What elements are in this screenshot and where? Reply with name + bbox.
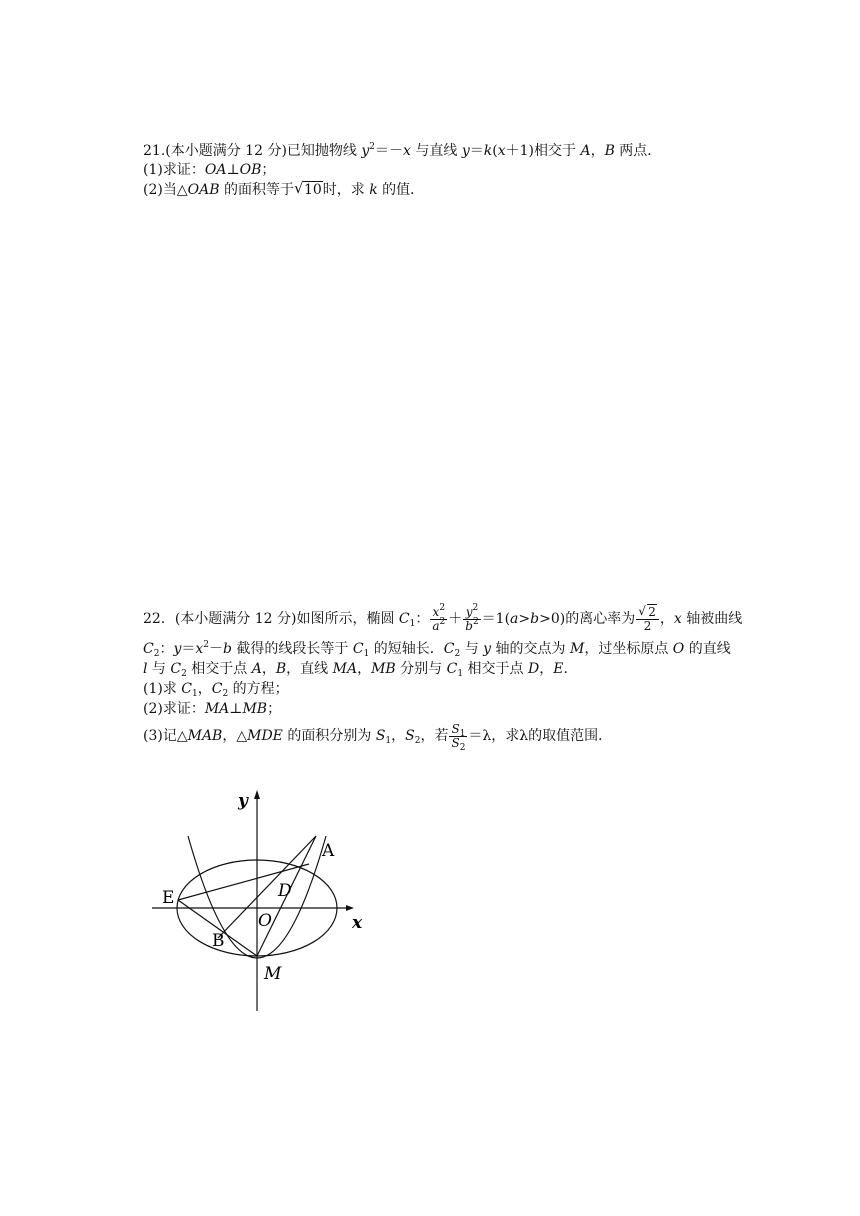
var-x: x <box>403 143 411 159</box>
subscript: 1 <box>385 736 392 746</box>
curve-C: C <box>443 641 455 657</box>
q22-text: . <box>563 661 568 677</box>
exponent: 2 <box>203 640 210 650</box>
q22-line-5 <box>143 700 281 718</box>
q21-line-2 <box>143 161 275 179</box>
label-D: D <box>278 881 292 901</box>
subscript: 1 <box>409 619 416 629</box>
q21-text: ＝－ <box>375 143 404 159</box>
q22-text: ，若 <box>420 728 449 744</box>
ellipse-parabola-figure <box>140 786 380 1016</box>
q21-text: (2)当△ <box>143 182 188 198</box>
var-b: b <box>223 641 232 657</box>
var-a: a <box>432 618 440 633</box>
triangle-MDE: MDE <box>247 728 283 744</box>
curve-C: C <box>211 681 223 697</box>
x-axis-arrow-icon <box>346 905 354 911</box>
var-y: y <box>465 604 473 619</box>
var-y: y <box>461 143 470 159</box>
line-l: l <box>143 661 148 677</box>
subscript: 1 <box>457 669 464 679</box>
q22-text: ＝ <box>181 641 196 657</box>
perp-symbol: ⊥ <box>226 162 240 178</box>
subscript: 2 <box>459 742 466 753</box>
subscript: 1 <box>459 728 466 739</box>
q22-text: ，直线 <box>286 661 333 677</box>
q22-text: ： <box>159 641 174 657</box>
q22-text: － <box>209 641 224 657</box>
q22-text: ， <box>197 681 212 697</box>
curve-C: C <box>170 661 182 677</box>
q22-text: ＋ <box>448 611 463 627</box>
q22-text: 的直线 <box>684 641 731 657</box>
curve-C: C <box>398 611 410 627</box>
q22-text: ， <box>391 728 406 744</box>
var-S: S <box>375 728 386 744</box>
var-x: x <box>497 143 506 159</box>
label-B: B <box>212 931 225 951</box>
subscript: 2 <box>222 689 229 699</box>
var-x: x <box>195 641 204 657</box>
q22-text: ， <box>261 661 276 677</box>
label-E: E <box>162 888 175 908</box>
curve-C: C <box>143 641 154 657</box>
q22-text: 22．(本小题满分 12 分)如图所示，椭圆 <box>143 611 399 627</box>
point-B: B <box>275 661 287 677</box>
fraction-S1-S2 <box>449 721 467 753</box>
var-y: y <box>173 641 182 657</box>
subscript: 2 <box>454 649 461 659</box>
q22-line-6 <box>143 718 612 754</box>
q22-text: 与 <box>460 641 484 657</box>
fraction-x2-a2 <box>430 602 447 633</box>
var-a: a <box>510 611 519 627</box>
q21-text: 的值． <box>377 182 425 198</box>
curve-C: C <box>181 681 192 697</box>
subscript: 2 <box>181 669 187 679</box>
line-MB: MB <box>371 661 396 677</box>
point-O: O <box>672 641 685 657</box>
q22-text: (1)求 <box>143 681 182 697</box>
q21-text: ＋1)相交于 <box>505 143 581 159</box>
point-A: A <box>580 143 591 159</box>
fraction-y2-b2 <box>463 602 480 633</box>
q22-text: ； <box>267 701 282 717</box>
q22-text: ， <box>357 661 372 677</box>
radical-icon: √ <box>293 179 304 197</box>
exponent: 2 <box>472 602 479 613</box>
subscript: 1 <box>363 649 370 659</box>
radical-icon: √ <box>638 603 646 618</box>
q22-text: ＝1( <box>481 611 511 627</box>
q22-text: > <box>518 611 531 627</box>
label-M: M <box>264 964 282 984</box>
sqrt-arg: 10 <box>303 182 322 198</box>
q21-text: (1)求证： <box>143 162 205 178</box>
q22-text: ， <box>539 661 554 677</box>
q21-line-1 <box>143 142 661 160</box>
line-MA: MA <box>332 661 358 677</box>
triangle-OAB: OAB <box>187 182 220 198</box>
fraction-sqrt2-over-2 <box>636 603 659 633</box>
q22-text: 相交于点 <box>186 661 252 677</box>
q22-line-3 <box>143 660 568 678</box>
q22-line-1 <box>143 601 742 637</box>
subscript: 2 <box>153 649 160 659</box>
segment-OB: OB <box>239 162 262 178</box>
q21-text: 时，求 <box>322 182 370 198</box>
q21-text: ＝ <box>469 143 484 159</box>
sqrt-arg: 2 <box>648 604 656 619</box>
q22-text: 分别与 <box>395 661 447 677</box>
q22-text: ＝λ，求λ的取值范围． <box>468 728 613 744</box>
denominator: 2 <box>643 618 652 633</box>
exponent: 2 <box>369 142 376 152</box>
point-M: M <box>569 641 585 657</box>
label-O: O <box>258 911 272 931</box>
exponent: 2 <box>472 616 479 627</box>
q22-line-4 <box>143 680 289 698</box>
sqrt-2 <box>638 603 657 619</box>
q21-text: 的面积等于 <box>219 182 294 198</box>
point-B: B <box>604 143 615 159</box>
q21-text: 21.(本小题满分 12 分)已知抛物线 <box>143 143 362 159</box>
curve-C: C <box>446 661 458 677</box>
var-S: S <box>451 735 460 750</box>
q22-text: (3)记△ <box>143 728 188 744</box>
var-S: S <box>405 728 415 744</box>
y-axis-arrow-icon <box>254 790 260 799</box>
q22-text: 轴被曲线 <box>681 611 743 627</box>
line-MB: MB <box>242 701 268 717</box>
q21-text: ； <box>261 162 276 178</box>
var-k: k <box>483 143 493 159</box>
q22-text: >0)的离心率为 <box>539 611 636 627</box>
q22-text: ，△ <box>222 728 248 744</box>
q22-line-2 <box>143 640 731 658</box>
q21-text: 两点． <box>614 143 662 159</box>
subscript: 2 <box>414 736 421 746</box>
q21-line-3 <box>143 181 424 199</box>
var-b: b <box>530 611 540 627</box>
q22-text: 的短轴长． <box>369 641 444 657</box>
q21-text: ， <box>590 143 605 159</box>
var-y: y <box>483 641 492 657</box>
q21-text: 与直线 <box>410 143 462 159</box>
point-A: A <box>251 661 262 677</box>
exponent: 2 <box>439 602 446 613</box>
q22-text: ： <box>415 611 430 627</box>
var-x: x <box>673 611 682 627</box>
triangle-MAB: MAB <box>187 728 223 744</box>
curve-C: C <box>352 641 364 657</box>
segment-OA: OA <box>204 162 227 178</box>
var-b: b <box>465 618 473 633</box>
label-A: A <box>322 841 335 861</box>
subscript: 1 <box>192 689 198 699</box>
var-x: x <box>432 604 440 619</box>
sqrt-10 <box>294 181 323 199</box>
perp-symbol: ⊥ <box>229 701 243 717</box>
line-MA: MA <box>204 701 230 717</box>
point-E: E <box>553 661 564 677</box>
var-k: k <box>369 182 378 198</box>
var-S: S <box>451 721 460 736</box>
exponent: 2 <box>439 616 446 627</box>
q22-text: 轴的交点为 <box>491 641 570 657</box>
q22-text: ， <box>659 611 674 627</box>
point-D: D <box>527 661 540 677</box>
q22-text: 截得的线段长等于 <box>231 641 353 657</box>
q22-text: ，过坐标原点 <box>584 641 673 657</box>
var-y: y <box>361 143 370 159</box>
q22-text: 与 <box>147 661 171 677</box>
q22-text: 的面积分别为 <box>282 728 376 744</box>
label-x: x <box>352 913 363 933</box>
label-y: y <box>238 791 248 811</box>
q22-text: 相交于点 <box>463 661 528 677</box>
q22-text: 的方程； <box>228 681 289 697</box>
q21-text: ( <box>492 143 498 159</box>
q22-text: (2)求证： <box>143 701 205 717</box>
